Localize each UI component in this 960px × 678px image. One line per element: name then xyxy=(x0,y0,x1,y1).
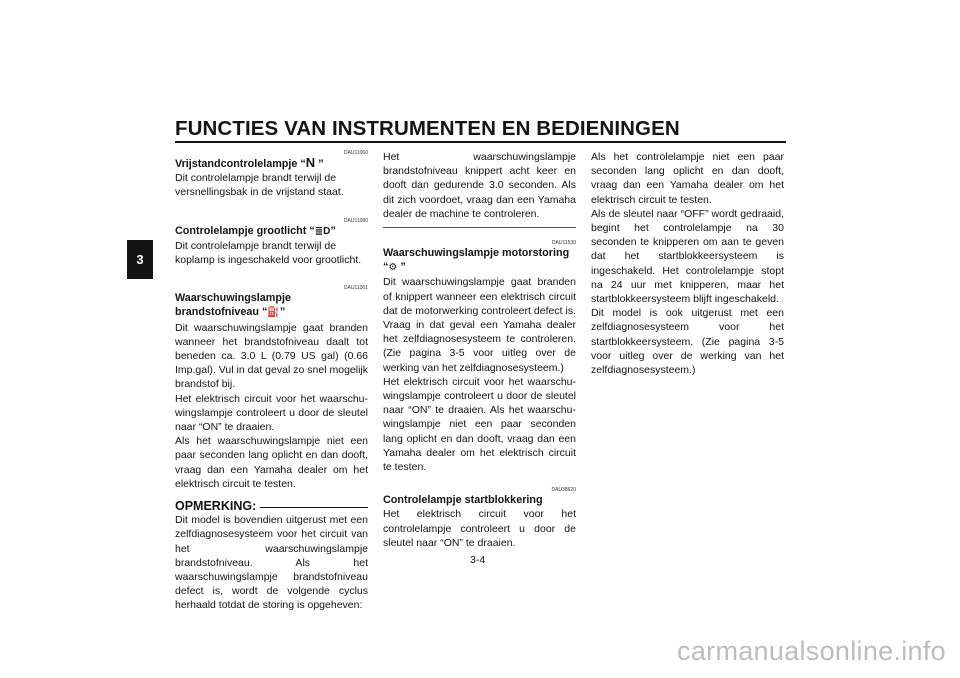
paragraph: Dit waarschuwingslampje gaat branden of knippert wanneer een elektrisch circuit dat de motorwerking controleert defect is. Vraag in dat geval een Yamaha dealer het zelfdiagnosesysteem te controleren. (Zie pagina 3-5 voor uitleg over de werking van het zelfdiagnosesysteem.) xyxy=(383,276,576,374)
paragraph: Het elektrisch circuit voor het waarschuwingslampje controleert u door de sleutel naar “ON” te draaien. xyxy=(175,392,368,434)
section-heading: Controlelampje grootlicht “≣D” xyxy=(175,224,336,237)
section-code: DAU11080 xyxy=(343,217,368,224)
paragraph: Het elektrisch circuit voor het waarschuwingslampje controleert u door de sleutel naar “ON” te draaien. Als het waarschuwingslampje niet een paar seconden lang oplicht en dan dooft, vraag dan een Yamaha dealer om het elektrisch circuit te testen. xyxy=(383,375,576,474)
section-divider xyxy=(383,227,576,228)
page-number: 3-4 xyxy=(470,554,486,566)
section-heading: Waarschuwingslampje motorstoring “⚙ ” xyxy=(383,247,570,274)
section-immobilizer-indicator xyxy=(383,487,576,550)
section-code: DAU11530 xyxy=(551,240,576,247)
section-fuel-level-warning xyxy=(175,285,368,491)
watermark: carmanualsonline.info xyxy=(677,636,946,666)
fuel-pump-icon: ⛽ xyxy=(267,307,280,319)
section-high-beam-indicator xyxy=(175,218,368,268)
neutral-icon: N xyxy=(305,155,316,170)
note-label: OPMERKING: xyxy=(175,499,257,514)
section-neutral-indicator xyxy=(175,150,368,200)
high-beam-icon: ≣D xyxy=(314,225,331,237)
page-title: FUNCTIES VAN INSTRUMENTEN EN BEDIENINGEN xyxy=(175,117,680,140)
section-heading: Controlelampje startblokkering xyxy=(383,494,543,507)
note-rule xyxy=(260,507,368,508)
note-heading xyxy=(175,499,368,513)
section-code: DAU11361 xyxy=(343,285,368,292)
column-2 xyxy=(383,150,576,550)
title-rule xyxy=(175,141,786,143)
section-engine-trouble-warning xyxy=(383,240,576,474)
paragraph: Dit model is ook uitgerust met een zelfdiagnosesysteem voor het startblokkeersysteem. (Zie pagina 3-5 voor uitleg over de werking van het zelfdiagnosesysteem.) xyxy=(591,307,784,377)
paragraph: Als het controlelampje niet een paar seconden lang oplicht en dan dooft, vraag dan een Yamaha dealer om het elektrisch circuit te testen. xyxy=(591,151,784,206)
section-heading: Vrijstandcontrolelampje “N ” xyxy=(175,155,324,170)
paragraph: Als de sleutel naar “OFF” wordt gedraaid, begint het controlelampje na 30 seconden te knipperen om aan te geven dat het startblokkeersysteem is ingeschakeld. Het controlelampje stopt na 24 uur met knipperen, maar het startblokkeersysteem blijft ingeschakeld. xyxy=(591,207,784,306)
paragraph: Dit controlelampje brandt terwijl de koplamp is ingeschakeld voor grootlicht. xyxy=(175,239,362,267)
section-code: DAU11060 xyxy=(343,150,368,156)
section-code: DAU38620 xyxy=(551,487,576,494)
section-heading: Waarschuwingslampje brandstofniveau “⛽” xyxy=(175,292,291,319)
chapter-tab: 3 xyxy=(127,240,153,279)
note-paragraph: Dit model is bovendien uitgerust met een zelfdiagnosesysteem voor het circuit van het waarschuwingslampje brandstofniveau. Als het waarschuwingslampje brandstofniveau defect is, wordt de volgende cyclus herhaald totdat de storing is opgeheven: xyxy=(175,514,368,612)
paragraph: Dit controlelampje brandt terwijl de versnellingsbak in de vrijstand staat. xyxy=(175,172,344,199)
paragraph: Het elektrisch circuit voor het controlelampje controleert u door de sleutel naar “ON” te draaien. xyxy=(383,508,576,549)
engine-icon: ⚙ xyxy=(388,262,398,274)
paragraph: Het waarschuwingslampje brandstofniveau knippert acht keer en dooft dan gedurende 3.0 seconden. Als dit zich voordoet, vraag dan een Yamaha dealer de machine te controleren. xyxy=(383,151,576,220)
column-3 xyxy=(591,150,784,377)
column-1 xyxy=(175,150,368,613)
paragraph: Dit waarschuwingslampje gaat branden wanneer het brandstofniveau daalt tot beneden ca. 3.0 L (0.79 US gal) (0.66 Imp.gal). Vul in dat geval zo snel mogelijk brandstof bij. xyxy=(175,321,368,391)
paragraph: Als het waarschuwingslampje niet een paar seconden lang oplicht en dan dooft, vraag dan een Yamaha dealer om het elektrisch circuit te testen. xyxy=(175,435,368,490)
